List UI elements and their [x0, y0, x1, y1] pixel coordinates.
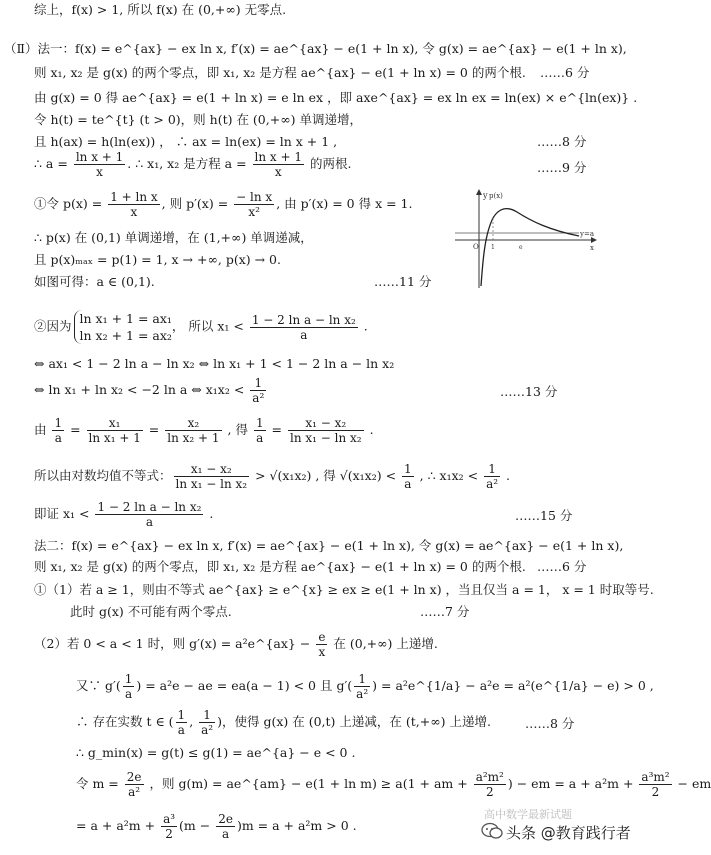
text-line: ⇔ ln x₁ + ln x₂ < −2 ln a ⇔ x₁x₂ < $\frac{1}{\text{a²}}$ [34, 376, 265, 405]
watermark-faint: 高中数学最新试题 [484, 808, 572, 821]
wechat-icon [481, 822, 503, 840]
text-line: 此时 g(x) 不可能有两个零点. [70, 604, 232, 619]
function-label: p(x) [489, 192, 503, 200]
score-label: ……6 分 [537, 559, 587, 574]
score-label: ……8 分 [525, 716, 575, 731]
text-line: 由 g(x) = 0 得 ae^{ax} = e(1 + ln x) = e ln ex ，即 axe^{ax} = ex ln ex = ln(ex) × e^{ln(ex)} . [34, 90, 638, 105]
text-line: ①（1）若 a ≥ 1，则由不等式 ae^{ax} ≥ e^{x} ≥ ex ≥ e(1 + ln x) ，当且仅当 a = 1， x = 1 时取等号. [34, 582, 654, 597]
text-line: 且 h(ax) = h(ln(ex)) ， ∴ ax = ln(ex) = ln x + 1 , [34, 134, 338, 149]
text-line: ⇔ ax₁ < 1 − 2 ln a − ln x₂ ⇔ ln x₁ + 1 < 1 − 2 ln a − ln x₂ [34, 356, 395, 371]
text-line: 令 m = $\frac{2e}{\text{a²}}$ ，则 g(m) = ae^{am} − e(1 + ln m) ≥ a(1 + am + $\frac{\text{a²m²}}{2}$ ) − em = a + a²m + $\frac{\text{a³m²}}{2}$ − em [76, 770, 711, 799]
text-line: ∴ a = $\frac{\text{ln x + 1}}{x}$ . ∴ x₁, x₂ 是方程 a = $\frac{\text{ln x + 1}}{x}$ 的两根. [34, 150, 352, 179]
score-label: ……9 分 [537, 160, 587, 175]
text-line: 综上，f(x) > 1, 所以 f(x) 在 (0,+∞) 无零点. [34, 2, 287, 17]
score-label: ……13 分 [500, 384, 558, 399]
line-label: y=a [580, 230, 594, 238]
score-label: ……6 分 [540, 65, 590, 80]
text-line: = a + a²m + $\frac{\text{a³}}{2}$ (m − $\frac{2e}{a}$ )m = a + a²m > 0 . [76, 812, 357, 841]
text-line: （2）若 0 < a < 1 时，则 g′(x) = a²e^{ax} − $\frac{e}{x}$ 在 (0,+∞) 上递增. [34, 630, 438, 659]
text-line: 所以由对数均值不等式： $\frac{\text{x₁ − x₂}}{\text{ln x₁ − ln x₂}}$ > √(x₁x₂) , 得 √(x₁x₂) < $\frac{1}{a}$ , ∴ x₁x₂ < $\frac{1}{\text{a²}}$ . [34, 462, 510, 491]
text-line: （Ⅱ）法一：f(x) = e^{ax} − ex ln x, f′(x) = ae^{ax} − e(1 + ln x), 令 g(x) = ae^{ax} − e(1 + ln x), [4, 41, 627, 56]
score-label: ……11 分 [374, 274, 432, 289]
text-line: ①令 p(x) = $\frac{\text{1 + ln x}}{x}$ , 则 p′(x) = $\frac{\text{− ln x}}{\text{x²}}$ , 由 p′(x) = 0 得 x = 1. [34, 190, 413, 219]
text-line: 如图可得：a ∈ (0,1). [34, 274, 155, 289]
text-line: ②因为 ln x₁ + 1 = ax₁ ln x₂ + 1 = ax₂ ， 所以 x₁ < $\frac{\text{1 − 2 ln a − ln x₂}}{a}$ . [34, 311, 368, 343]
origin-label: O [473, 243, 479, 251]
text-line: 由 $\frac{1}{a}$ = $\frac{\text{x₁}}{\text{ln x₁ + 1}}$ = $\frac{\text{x₂}}{\text{ln x₂ + 1}}$ , 得 $\frac{1}{a}$ = $\frac{\text{x₁ − x₂}}{\text{ln x₁ − ln x₂}}$ . [34, 416, 374, 445]
text-line: 令 h(t) = te^{t} (t > 0)，则 h(t) 在 (0,+∞) 单调递增， [34, 112, 362, 127]
text-line: 则 x₁, x₂ 是 g(x) 的两个零点，即 x₁, x₂ 是方程 ae^{ax} − e(1 + ln x) = 0 的两个根. [34, 65, 526, 80]
x-axis-label: x [590, 244, 594, 252]
text-line: 法二：f(x) = e^{ax} − ex ln x, f′(x) = ae^{ax} − e(1 + ln x), 令 g(x) = ae^{ax} − e(1 + ln x), [34, 538, 624, 553]
text-line: ∴ 存在实数 t ∈ ( $\frac{1}{a}$ , $\frac{1}{\text{a²}}$ )，使得 g(x) 在 (0,t) 上递减，在 (t,+∞) 上递增. [76, 708, 491, 737]
function-graph [449, 188, 599, 290]
tick-label-1: 1 [491, 244, 495, 251]
text-line: ∴ p(x) 在 (0,1) 单调递增，在 (1,+∞) 单调递减， [34, 230, 313, 245]
text-line: 即证 x₁ < $\frac{\text{1 − 2 ln a − ln x₂}}{a}$ . [34, 500, 214, 529]
tick-label-e: e [519, 244, 523, 251]
y-axis-label: y [483, 191, 488, 200]
curve-p-of-x [481, 209, 579, 286]
text-line: 又∵ g′( $\frac{1}{a}$ ) = a²e − ae = ea(a − 1) < 0 且 g′( $\frac{1}{\text{a²}}$ ) = a²e^{1/a} − a²e = a²(e^{1/a} − e) > 0 , [76, 672, 654, 701]
y-axis-arrow [476, 189, 482, 195]
text-line: ∴ g_min(x) = g(t) ≤ g(1) = ae^{a} − e < 0 . [76, 745, 356, 760]
score-label: ……8 分 [537, 134, 587, 149]
watermark: 头条 @教育践行者 [506, 824, 631, 842]
score-label: ……15 分 [515, 508, 573, 523]
text-line: 且 p(x)ₘₐₓ = p(1) = 1, x → +∞, p(x) → 0. [34, 252, 281, 267]
score-label: ……7 分 [420, 604, 470, 619]
text-line: 则 x₁, x₂ 是 g(x) 的两个零点，即 x₁, x₂ 是方程 ae^{ax} − e(1 + ln x) = 0 的两个根. [34, 559, 526, 574]
